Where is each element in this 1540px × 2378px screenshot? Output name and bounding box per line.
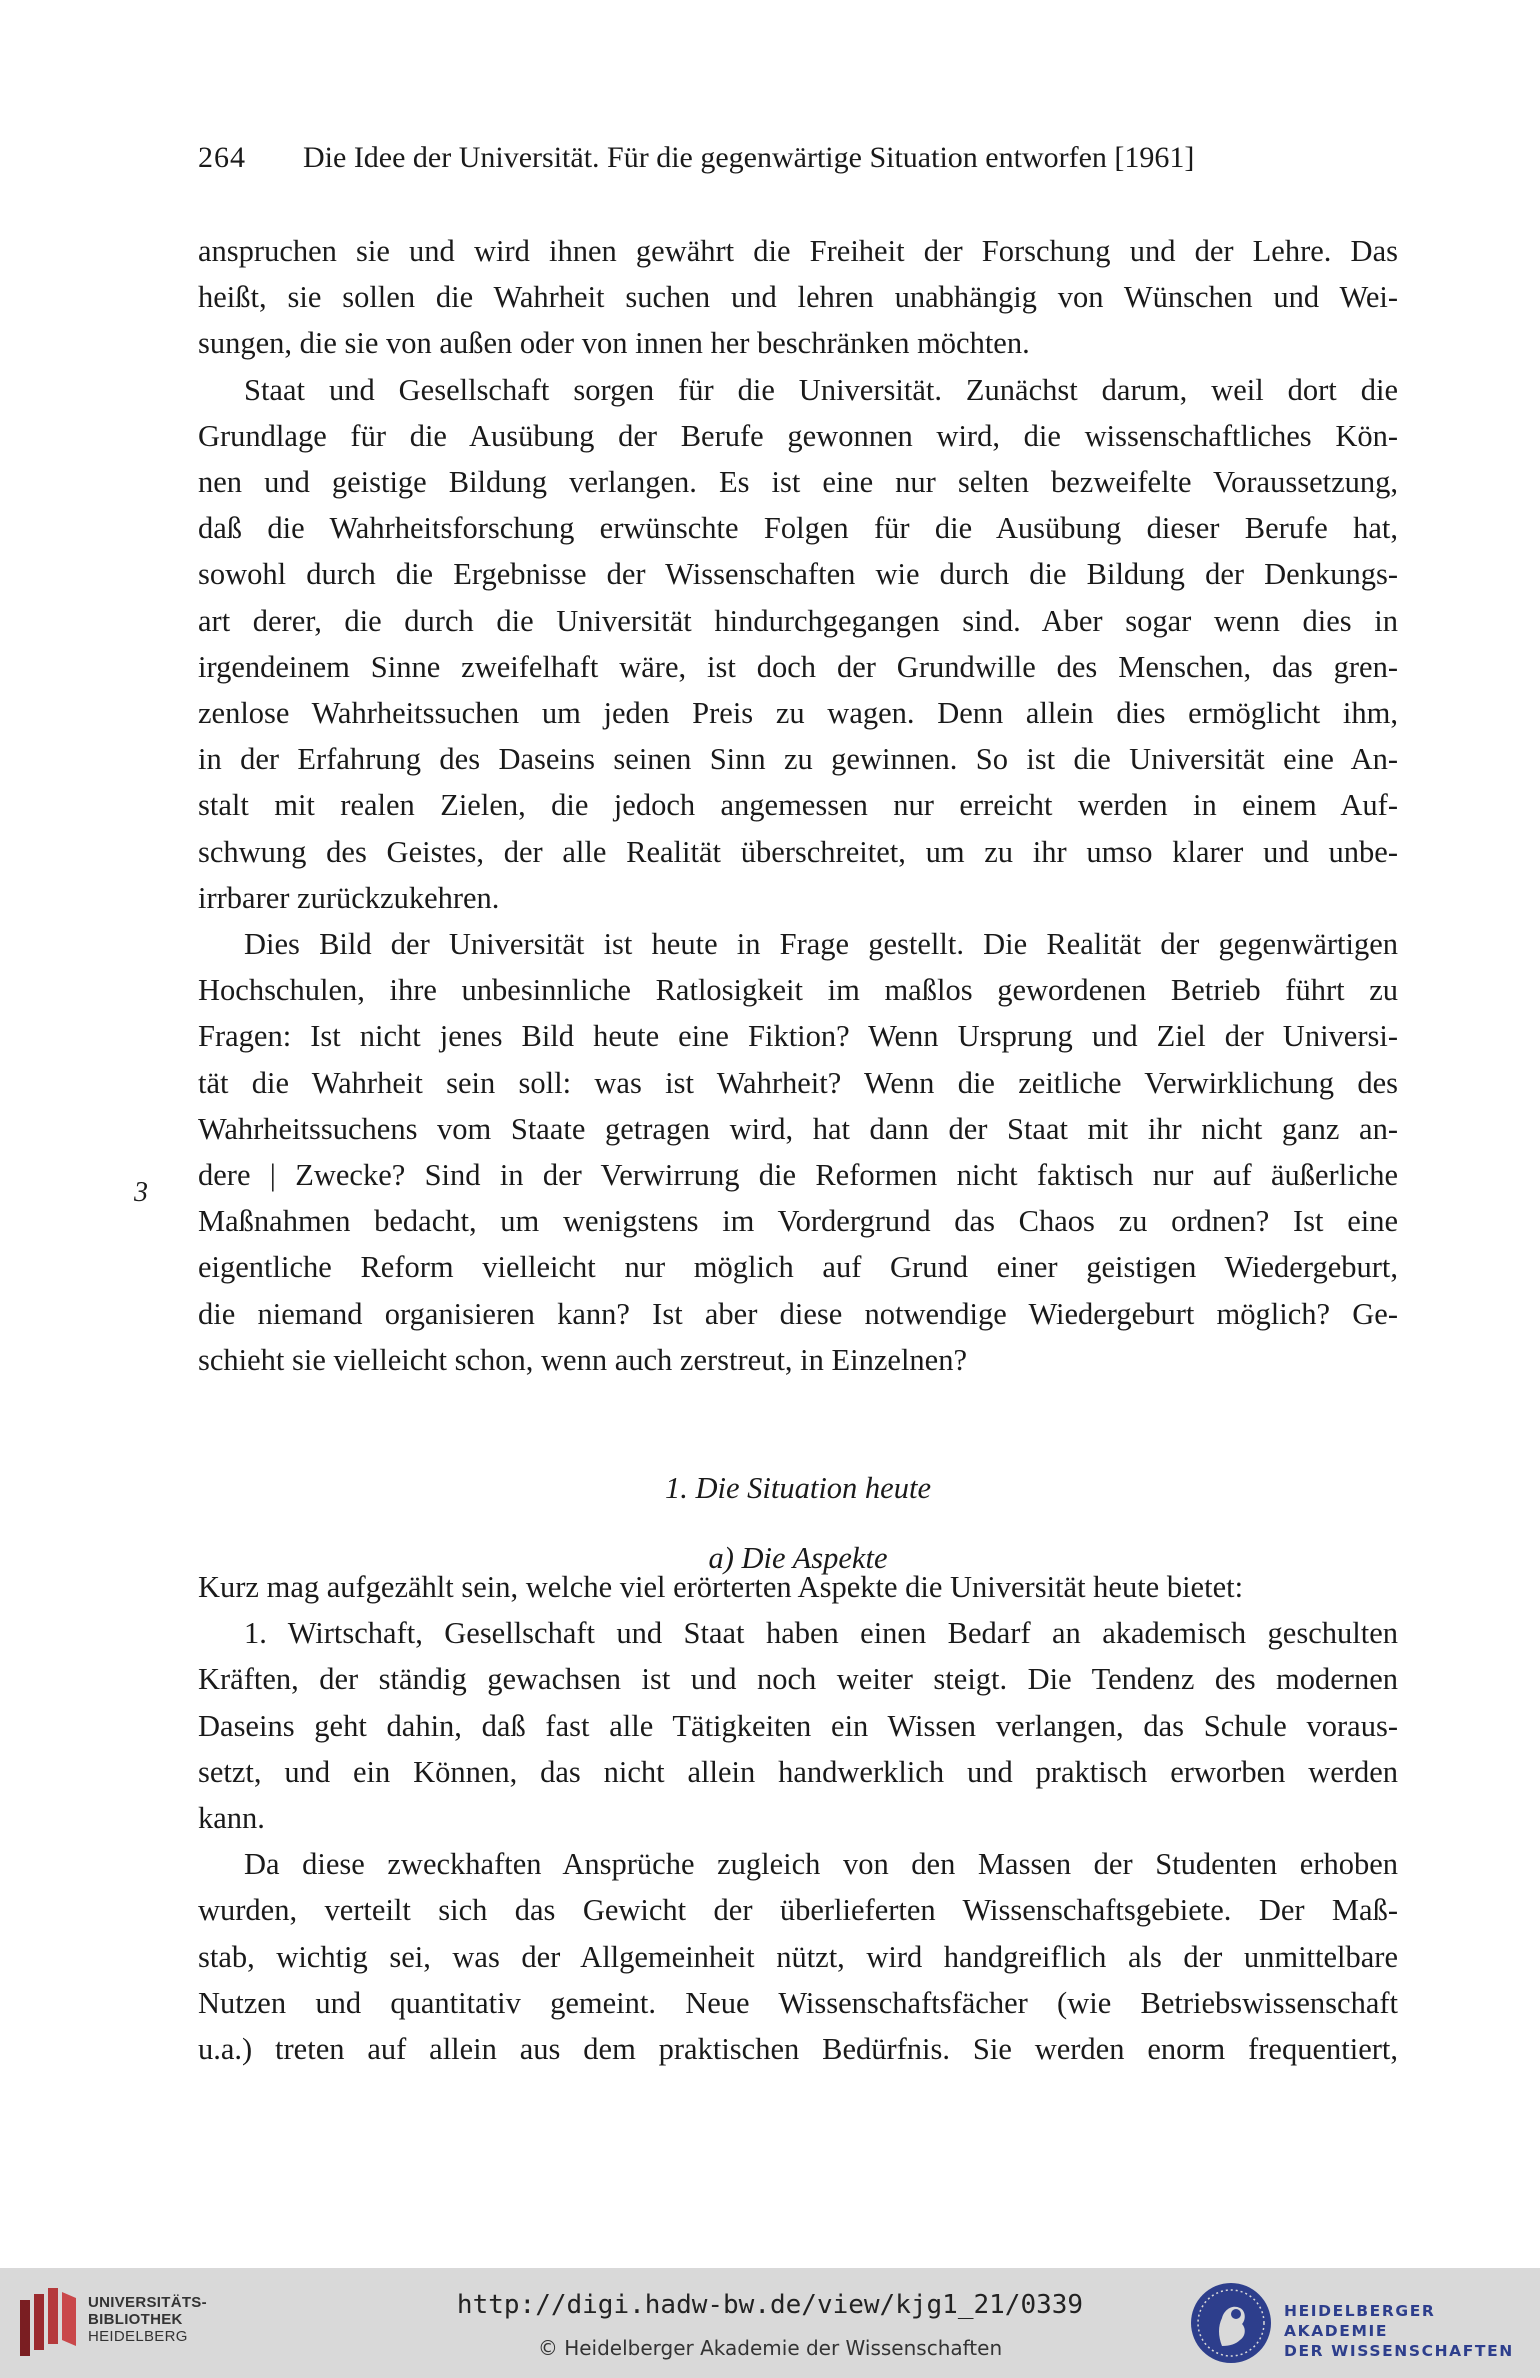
text-line: setzt, und ein Können, das nicht allein handwerklich und praktisch erworben werden xyxy=(198,1754,1398,1789)
academy-name-line: DER WISSENSCHAFTEN xyxy=(1284,2342,1514,2360)
body-text-block-2 xyxy=(198,1564,1398,2072)
text-line: schwung des Geistes, der alle Realität überschreitet, um zu ihr umso klarer und unbe- xyxy=(198,834,1398,869)
text-line: nen und geistige Bildung verlangen. Es ist eine nur selten bezweifelte Voraussetzung, xyxy=(198,465,1398,500)
text-line: daß die Wahrheitsforschung erwünschte Folgen für die Ausübung dieser Berufe hat, xyxy=(198,511,1398,546)
text-line: stalt mit realen Zielen, die jedoch angemessen nur erreicht werden in einem Auf- xyxy=(198,788,1398,823)
text-line: 1. Wirtschaft, Gesellschaft und Staat haben einen Bedarf an akademisch geschulten xyxy=(244,1616,1398,1651)
text-line: u.a.) treten auf allein aus dem praktischen Bedürfnis. Sie werden enorm frequentiert, xyxy=(198,2032,1398,2067)
academy-name-line: HEIDELBERGER AKADEMIE xyxy=(1284,2302,1436,2340)
text-line: in der Erfahrung des Daseins seinen Sinn zu gewinnen. So ist die Universität eine An- xyxy=(198,742,1398,777)
library-name-line: HEIDELBERG xyxy=(88,2328,188,2345)
text-line: sowohl durch die Ergebnisse der Wissenschaften wie durch die Bildung der Denkungs- xyxy=(198,557,1398,592)
text-line: Maßnahmen bedacht, um wenigstens im Vordergrund das Chaos zu ordnen? Ist eine xyxy=(198,1204,1398,1239)
page-number: 264 xyxy=(198,141,246,174)
text-line: dere | Zwecke? Sind in der Verwirrung die Reformen nicht faktisch nur auf äußerliche xyxy=(198,1158,1398,1193)
text-line: tät die Wahrheit sein soll: was ist Wahrheit? Wenn die zeitliche Verwirklichung des xyxy=(198,1065,1398,1100)
text-line: Staat und Gesellschaft sorgen für die Universität. Zunächst darum, weil dort die xyxy=(244,372,1398,407)
text-line: heißt, sie sollen die Wahrheit suchen und lehren unabhängig von Wünschen und Wei- xyxy=(198,280,1398,315)
text-line: art derer, die durch die Universität hindurchgegangen sind. Aber sogar wenn dies in xyxy=(198,603,1398,638)
text-line: zenlose Wahrheitssuchen um jeden Preis zu wagen. Denn allein dies ermöglicht ihm, xyxy=(198,696,1398,731)
text-line: Grundlage für die Ausübung der Berufe gewonnen wird, die wissenschaftliches Kön- xyxy=(198,418,1398,453)
text-line: sungen, die sie von außen oder von innen her beschränken möchten. xyxy=(198,326,1030,361)
text-line: Hochschulen, ihre unbesinnliche Ratlosigkeit im maßlos gewordenen Betrieb führt zu xyxy=(198,973,1398,1008)
text-line: anspruchen sie und wird ihnen gewährt die Freiheit der Forschung und der Lehre. Das xyxy=(198,234,1398,268)
text-line: kann. xyxy=(198,1801,265,1836)
text-line: Fragen: Ist nicht jenes Bild heute eine Fiktion? Wenn Ursprung und Ziel der Universi- xyxy=(198,1019,1398,1054)
text-line: irgendeinem Sinne zweifelhaft wäre, ist doch der Grundwille des Menschen, das gren- xyxy=(198,649,1398,684)
text-line: Nutzen und quantitativ gemeint. Neue Wissenschaftsfächer (wie Betriebswissenschaft xyxy=(198,1985,1398,2020)
text-line: wurden, verteilt sich das Gewicht der überlieferten Wissenschaftsgebiete. Der Maß- xyxy=(198,1893,1398,1928)
text-line: Dies Bild der Universität ist heute in Frage gestellt. Die Realität der gegenwärtigen xyxy=(244,927,1398,962)
running-title: Die Idee der Universität. Für die gegenwärtige Situation entworfen [1961] xyxy=(303,141,1195,174)
permalink-url[interactable]: http://digi.hadw-bw.de/view/kjg1_21/0339 xyxy=(456,2290,1084,2320)
text-line: stab, wichtig sei, was der Allgemeinheit nützt, wird handgreiflich als der unmittelbare xyxy=(198,1939,1398,1974)
body-text-block-1 xyxy=(198,228,1398,1383)
text-line: schieht sie vielleicht schon, wenn auch zerstreut, in Einzelnen? xyxy=(198,1342,967,1377)
copyright-notice: © Heidelberger Akademie der Wissenschaften xyxy=(537,2336,1003,2360)
footer-bar xyxy=(0,2268,1540,2378)
library-name-line: UNIVERSITÄTS- xyxy=(88,2294,207,2311)
academy-name xyxy=(1284,2301,1540,2361)
running-head xyxy=(198,140,1398,176)
text-line: die niemand organisieren kann? Ist aber diese notwendige Wiedergeburt möglich? Ge- xyxy=(198,1296,1398,1331)
text-line: Daseins geht dahin, daß fast alle Tätigkeiten ein Wissen verlangen, das Schule voraus- xyxy=(198,1708,1398,1743)
text-line: Kräften, der ständig gewachsen ist und noch weiter steigt. Die Tendenz des modernen xyxy=(198,1662,1398,1697)
text-line: Wahrheitssuchens vom Staate getragen wird, hat dann der Staat mit ihr nicht ganz an- xyxy=(198,1111,1398,1146)
academy-seal-icon xyxy=(1188,2280,1274,2366)
library-name-line: BIBLIOTHEK xyxy=(88,2311,183,2328)
margin-page-marker: 3 xyxy=(134,1177,148,1208)
text-line: eigentliche Reform vielleicht nur möglich auf Grund einer geistigen Wiedergeburt, xyxy=(198,1250,1398,1285)
text-line: irrbarer zurückzukehren. xyxy=(198,880,500,915)
text-line: Kurz mag aufgezählt sein, welche viel erörterten Aspekte die Universität heute bietet: xyxy=(198,1570,1244,1604)
text-line: Da diese zweckhaften Ansprüche zugleich von den Massen der Studenten erhoben xyxy=(244,1847,1398,1882)
subsection-heading: a) Die Aspekte xyxy=(708,1541,888,1575)
section-heading: 1. Die Situation heute xyxy=(665,1471,931,1505)
